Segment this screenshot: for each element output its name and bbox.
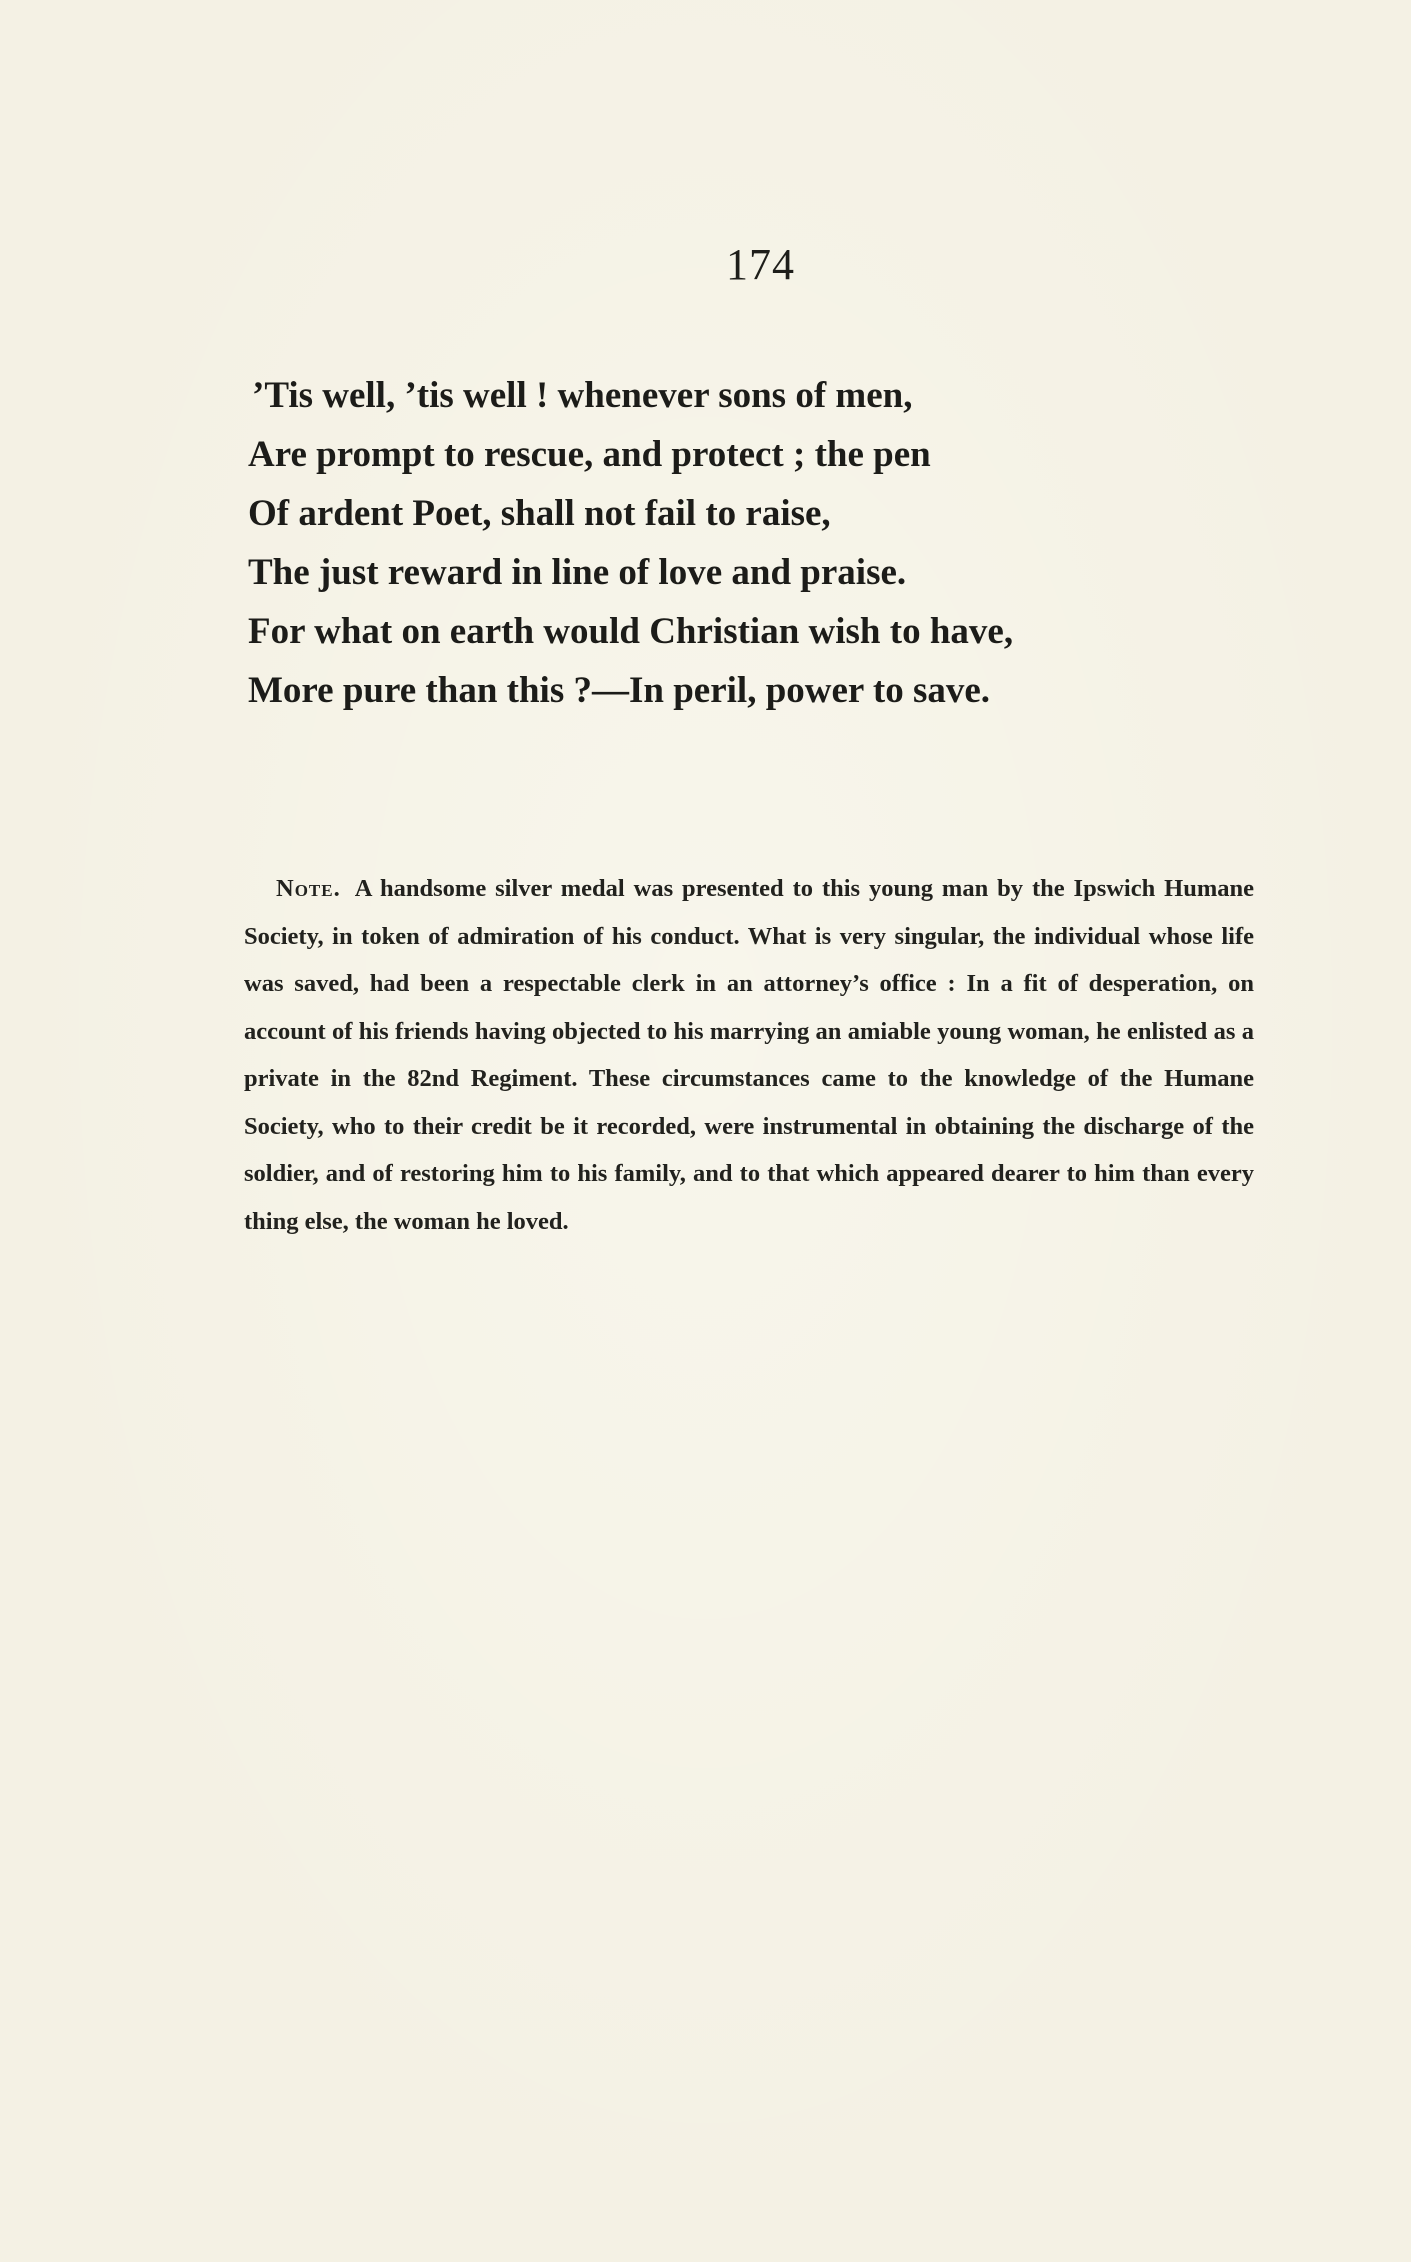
note-text: A handsome silver medal was presented to this young man by the Ipswich Humane Society, in token of admiration of his conduct. What is very singular, the individual whose life was saved, had been a respectable clerk in an attorney’s office : In a fit of desperation, on account of his friends having objected to his marrying an amiable young woman, he enlisted as a private in the 82nd Regiment. These circumstances came to the knowledge of the Humane Society, who to their credit be it recorded, were instrumental in obtaining the discharge of the soldier, and of restoring him to his family, and to that which appeared dearer to him than every thing else, the woman he loved.	[244, 875, 1254, 1235]
note-label: Note.	[276, 875, 341, 902]
verse-line: Of ardent Poet, shall not fail to raise,	[248, 493, 831, 534]
verse-line: ’Tis well, ’tis well ! whenever sons of men,	[252, 375, 913, 416]
verse-line: More pure than this ?—In peril, power to save.	[248, 670, 991, 711]
verse-line: Are prompt to rescue, and protect ; the pen	[248, 434, 931, 475]
footnote	[244, 865, 1254, 1245]
page-number: 174	[726, 240, 795, 289]
verse-line: The just reward in line of love and praise.	[248, 552, 907, 593]
verse-line: For what on earth would Christian wish to have,	[248, 611, 1014, 652]
poem-stanza	[248, 366, 1228, 720]
